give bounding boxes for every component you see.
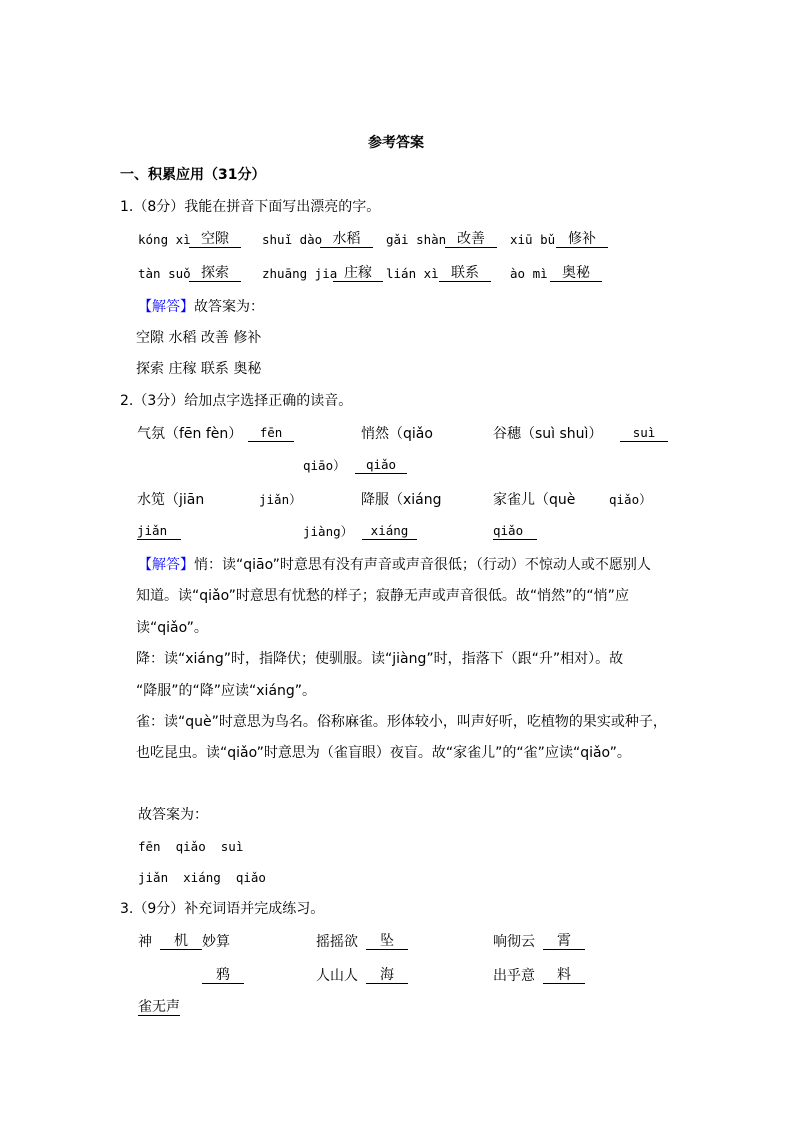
answer-blank: fēn xyxy=(248,425,294,442)
explanation-text: 读“qiǎo”。 xyxy=(136,620,208,636)
item-word: 出乎意 xyxy=(493,968,535,984)
explanation-text: 也吃昆虫。读“qiǎo”时意思为（雀盲眼）夜盲。故“家雀儿”的“雀”应读“qiǎo”。 xyxy=(136,745,631,761)
item-word: 响彻云 xyxy=(493,934,535,950)
explanation-text: 知道。读“qiǎo”时意思有忧愁的样子；寂静无声或声音很低。故“悄然”的“悄”应 xyxy=(136,588,629,604)
item-word: 气氛（fēn fèn） xyxy=(137,426,243,442)
answer-tag: 【解答】 xyxy=(138,299,194,315)
answer-blank: 料 xyxy=(543,967,585,984)
question-3-stem: 3.（9分）补充词语并完成练习。 xyxy=(120,901,325,917)
pinyin: kóng xì xyxy=(138,232,191,247)
answer-blank: 水稻 xyxy=(320,231,373,248)
explanation-text: 悄：读“qiāo”时意思有没有声音或声音很低；（行动）不惊动人或不愿别人 xyxy=(194,557,651,573)
question-2-stem: 2.（3分）给加点字选择正确的读音。 xyxy=(120,393,353,409)
item-word: 水笕（jiān xyxy=(137,492,205,508)
answer-blank: 霄 xyxy=(543,933,585,950)
item-word: qiāo） xyxy=(303,458,346,473)
answer-label xyxy=(138,298,264,316)
explanation-text: 雀：读“què”时意思为鸟名。俗称麻雀。形体较小，叫声好听，吃植物的果实或种子， xyxy=(136,714,667,730)
answer-blank: jiǎn xyxy=(137,523,181,540)
pinyin: lián xì xyxy=(386,266,439,281)
item-word: qiǎo） xyxy=(609,492,652,507)
pinyin: gǎi shàn xyxy=(386,232,447,247)
item-word: jiǎn） xyxy=(259,492,302,507)
item-word: 摇摇欲 xyxy=(316,934,358,950)
answer-blank: suì xyxy=(620,425,668,442)
page-title: 参考答案 xyxy=(368,135,424,151)
section-heading: 一、积累应用（31分） xyxy=(120,167,266,183)
answer-blank: 庄稼 xyxy=(333,265,383,282)
item-word: 降服（xiáng xyxy=(361,492,442,508)
answer-blank: 空隙 xyxy=(189,231,241,248)
answer-blank: 海 xyxy=(366,967,408,984)
item-word: 妙算 xyxy=(202,934,230,950)
answer-line: jiǎn xiáng qiǎo xyxy=(138,870,266,885)
answer-blank: 联系 xyxy=(439,265,491,282)
answer-tag: 【解答】 xyxy=(138,557,194,573)
pinyin: zhuāng jia xyxy=(262,266,338,281)
answer-line: 探索 庄稼 联系 奥秘 xyxy=(136,361,262,377)
explanation xyxy=(138,556,651,574)
answer-line: 空隙 水稻 改善 修补 xyxy=(136,330,262,346)
pinyin: shuǐ dào xyxy=(262,232,323,247)
item-word: 雀无声 xyxy=(138,999,180,1015)
answer-blank: qiǎo xyxy=(355,457,407,474)
answer-blank: 奥秘 xyxy=(550,265,602,282)
item-word: 悄然（qiǎo xyxy=(361,426,433,442)
explanation-text: 降：读“xiáng”时，指降伏；使驯服。读“jiàng”时，指落下（跟“升”相对）。故 xyxy=(136,651,624,667)
answer-blank: 鸦 xyxy=(202,967,244,984)
answer-blank: 改善 xyxy=(445,231,497,248)
answer-blank: 修补 xyxy=(556,231,608,248)
answer-blank: 坠 xyxy=(366,933,408,950)
answer-blank: xiáng xyxy=(362,523,417,540)
answer-blank: 探索 xyxy=(189,265,241,282)
answer-line: fēn qiǎo suì xyxy=(138,839,244,854)
explanation-text: “降服”的“降”应读“xiáng”。 xyxy=(136,683,317,699)
answer-blank: 机 xyxy=(160,933,202,950)
item-word: 人山人 xyxy=(316,968,358,984)
pinyin: xiū bǔ xyxy=(510,232,556,247)
answer-intro: 故答案为： xyxy=(194,299,264,315)
item-word: jiàng） xyxy=(303,524,354,539)
question-1-stem: 1.（8分）我能在拼音下面写出漂亮的字。 xyxy=(120,199,381,215)
item-word: 家雀儿（què xyxy=(493,492,576,508)
answer-blank: qiǎo xyxy=(493,523,537,540)
item-word: 神 xyxy=(138,934,152,950)
pinyin: tàn suǒ xyxy=(138,266,191,281)
item-word: 谷穗（suì shuì） xyxy=(493,426,603,442)
pinyin: ào mì xyxy=(510,266,548,281)
answer-intro: 故答案为： xyxy=(138,807,208,823)
